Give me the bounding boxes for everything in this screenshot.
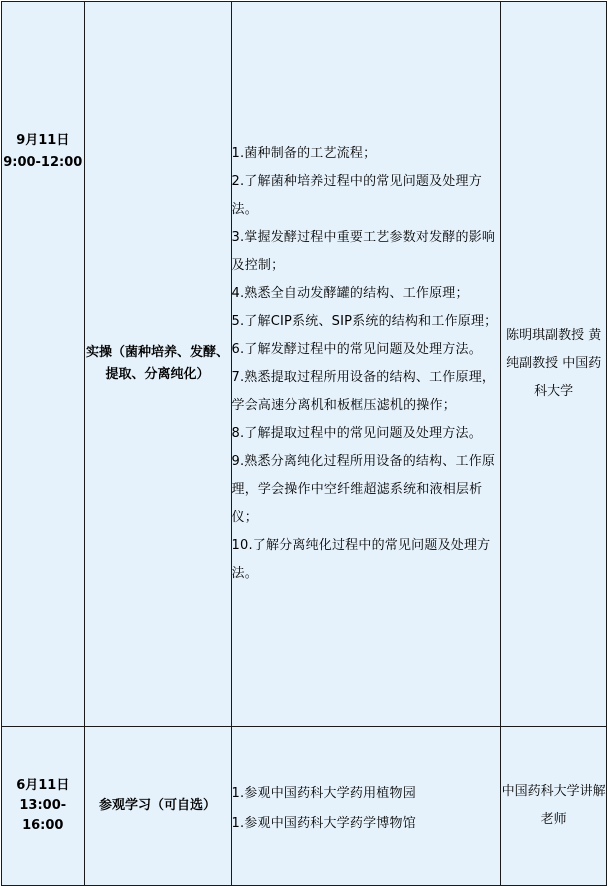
content-item: 1.菌种制备的工艺流程； <box>231 146 377 161</box>
content-item: 10.了解分离纯化过程中的常见问题及处理方法。 <box>231 538 491 581</box>
teacher-cell <box>501 2 607 727</box>
activity-cell <box>84 2 231 727</box>
time-text: 9月11日 9:00-12:00 <box>3 133 83 170</box>
teacher-text: 中国药科大学讲解老师 <box>501 784 606 827</box>
schedule-table <box>1 1 607 886</box>
content-cell <box>231 727 501 886</box>
content-item: 9.熟悉分离纯化过程所用设备的结构、工作原理，学会操作中空纤维超滤系统和液相层析仪； <box>231 454 496 525</box>
time-text: 6月11日 13:00-16:00 <box>16 778 70 833</box>
content-item: 8.了解提取过程中的常见问题及处理方法。 <box>231 426 482 441</box>
time-cell <box>2 2 85 727</box>
content-item: 5.了解CIP系统、SIP系统的结构和工作原理； <box>231 314 498 329</box>
time-cell <box>2 727 85 886</box>
activity-text: 参观学习（可自选） <box>99 798 217 813</box>
activity-text: 实操（菌种培养、发酵、提取、分离纯化） <box>86 345 230 382</box>
content-item: 6.了解发酵过程中的常见问题及处理方法。 <box>231 342 482 357</box>
teacher-text: 陈明琪副教授 黄纯副教授 中国药科大学 <box>506 328 602 399</box>
activity-cell <box>84 727 231 886</box>
content-item: 1.参观中国药科大学药用植物园 <box>231 786 416 801</box>
content-cell <box>231 2 501 727</box>
content-item: 7.熟悉提取过程所用设备的结构、工作原理，学会高速分离机和板框压滤机的操作； <box>231 370 496 413</box>
content-item: 3.掌握发酵过程中重要工艺参数对发酵的影响及控制； <box>231 230 496 273</box>
table-row <box>2 2 607 727</box>
table-row <box>2 727 607 886</box>
content-item: 4.熟悉全自动发酵罐的结构、工作原理； <box>231 286 469 301</box>
content-item: 2.了解菌种培养过程中的常见问题及处理方法。 <box>231 174 482 217</box>
teacher-cell <box>501 727 607 886</box>
content-item: 1.参观中国药科大学药学博物馆 <box>231 816 416 831</box>
